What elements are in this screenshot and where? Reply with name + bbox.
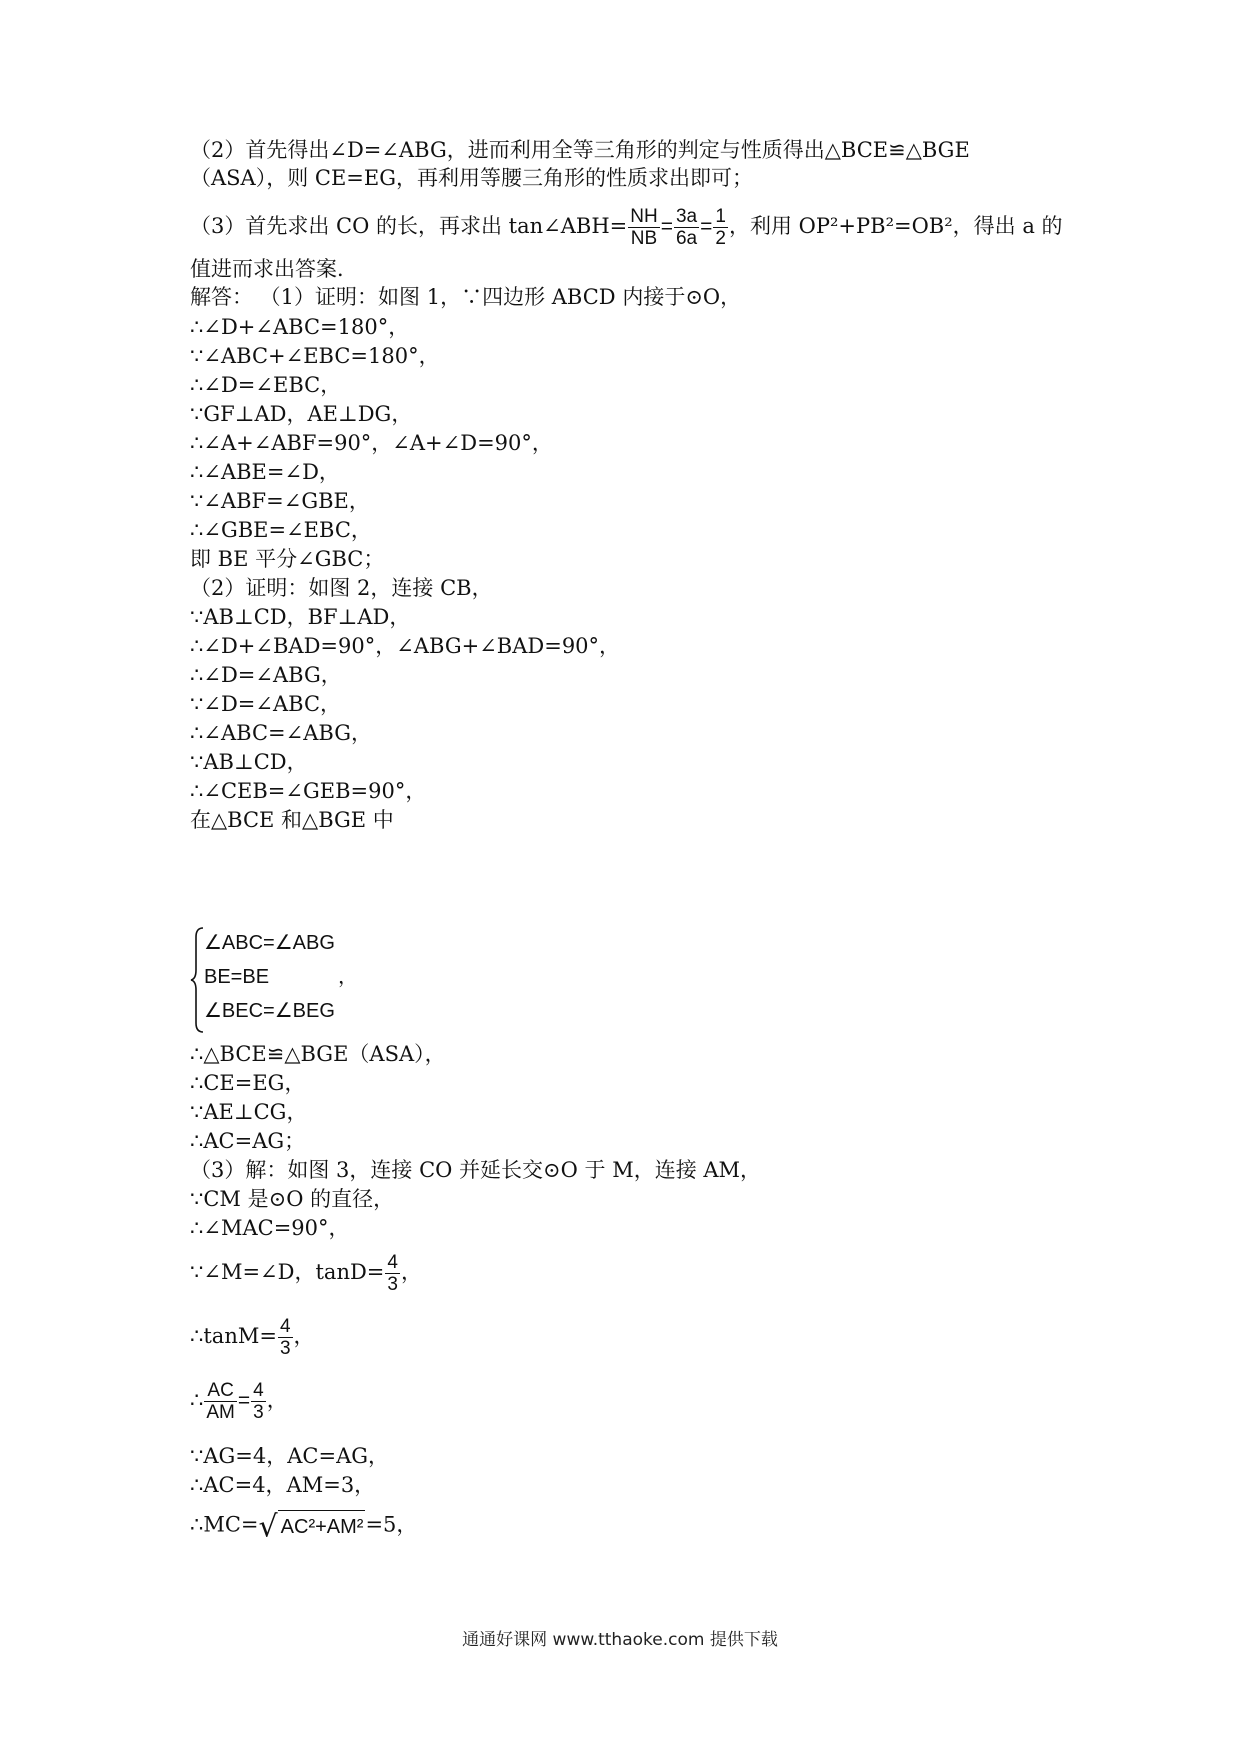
fraction [713,206,728,249]
text-line: ∵∠ABF=∠GBE， [190,489,370,513]
fraction-denominator: 3 [253,1402,264,1423]
text-line-with-sqrt [190,1509,418,1545]
fraction-denominator: 3 [387,1274,398,1295]
text-segment: ∴MC= [190,1512,259,1537]
text-line-with-fraction: （3）首先求出 CO 的长，再求出 tan∠ABH= $\frac{NH}{NB}$ = $\frac{3a}{6a}$ = $\frac{1}{2}$ ，利用 OP²+PB²=OB²，得出 a 的 [190,206,1063,249]
system-row: ∠BEC=∠BEG [204,1000,335,1022]
text-line: ∴∠D+∠ABC=180°， [190,315,410,339]
fraction [628,206,659,249]
text-line: ∴△BCE≌△BGE（ASA）， [190,1042,446,1066]
text-segment: =5， [365,1512,418,1537]
text-line: ∵∠ABC+∠EBC=180°， [190,344,440,368]
fraction-denominator: 6a [675,228,698,249]
system-row: BE=BE [204,966,270,988]
page-footer: 通通好课网 www.tthaoke.com 提供下载 [462,1630,778,1650]
text-line: ∴∠A+∠ABF=90°，∠A+∠D=90°， [190,431,553,455]
square-root [258,1509,366,1545]
text-line: ∴∠D+∠BAD=90°，∠ABG+∠BAD=90°， [190,634,621,658]
text-line-with-fraction [190,1252,422,1295]
text-line: （2）证明：如图 2，连接 CB， [190,576,493,600]
fraction-numerator: AC [204,1380,237,1402]
text-line: ∵AB⊥CD， [190,750,308,774]
text-line: ∴∠ABE=∠D， [190,460,340,484]
system-row: ∠ABC=∠ABG [204,932,335,954]
fraction-numerator: NH [630,206,658,227]
fraction-denominator: NB [630,228,658,249]
equation-system [190,925,590,1035]
text-line: （ASA），则 CE=EG，再利用等腰三角形的性质求出即可； [190,166,753,190]
fraction-numerator: 1 [715,206,726,227]
fraction [278,1316,293,1359]
text-line: ∵GF⊥AD，AE⊥DG， [190,402,413,426]
text-segment: ∵∠M=∠D，tanD= [190,1260,385,1284]
text-segment: ， [293,1324,315,1348]
text-line: （2）首先得出∠D=∠ABG，进而利用全等三角形的判定与性质得出△BCE≌△BGE [190,138,970,162]
fraction [674,206,699,249]
text-segment: ∴tanM= [190,1324,277,1348]
text-line-with-fraction [190,1316,315,1359]
text-line: ∴∠D=∠ABG， [190,663,342,687]
text-line: 解答： （1）证明：如图 1，∵四边形 ABCD 内接于⊙O， [190,285,742,309]
text-line: ∴∠ABC=∠ABG， [190,721,372,745]
text-segment: ， [400,1260,422,1284]
text-segment: ，利用 OP²+PB²=OB²，得出 a 的 [728,214,1063,238]
fraction-denominator: 3 [279,1338,291,1359]
fraction-numerator: 4 [387,1252,398,1273]
text-line-with-fraction: ∴ $\frac{AC}{AM}$ = $\frac{4}{3}$ ， [190,1380,288,1423]
text-line: ∴∠MAC=90°， [190,1216,350,1240]
system-comma: ， [338,966,358,988]
text-line: ∵CM 是⊙O 的直径， [190,1187,395,1211]
text-segment: （3）首先求出 CO 的长，再求出 tan∠ABH= [190,214,628,238]
text-line: ∵AB⊥CD，BF⊥AD， [190,605,411,629]
fraction-denominator: 2 [715,228,726,249]
text-line: ∵AE⊥CG， [190,1100,308,1124]
text-line: ∵∠D=∠ABC， [190,692,342,716]
text-line: ∴AC=AG； [190,1129,306,1153]
fraction-denominator: AM [206,1402,235,1423]
text-line: 在△BCE 和△BGE 中 [190,808,394,832]
text-segment: ， [266,1388,288,1412]
fraction-numerator: 4 [253,1380,264,1401]
text-line: ∵AG=4，AC=AG， [190,1444,390,1468]
fraction [204,1380,237,1423]
text-line: ∴∠D=∠EBC， [190,373,342,397]
radical-icon: √ [258,1509,278,1545]
text-line: （3）解：如图 3，连接 CO 并延长交⊙O 于 M，连接 AM， [190,1158,762,1182]
text-line: ∴AC=4，AM=3， [190,1473,376,1497]
text-segment: ∴ [190,1388,204,1412]
fraction [385,1252,400,1295]
text-line: 值进而求出答案． [190,257,358,281]
text-line: ∴∠CEB=∠GEB=90°， [190,779,427,803]
fraction [251,1380,266,1423]
text-line: ∴∠GBE=∠EBC， [190,518,372,542]
text-line: ∴CE=EG， [190,1071,306,1095]
text-line: 即 BE 平分∠GBC； [190,547,385,571]
fraction-numerator: 4 [279,1316,291,1337]
fraction-numerator: 3a [675,206,698,227]
radicand: AC²+AM² [278,1510,366,1541]
